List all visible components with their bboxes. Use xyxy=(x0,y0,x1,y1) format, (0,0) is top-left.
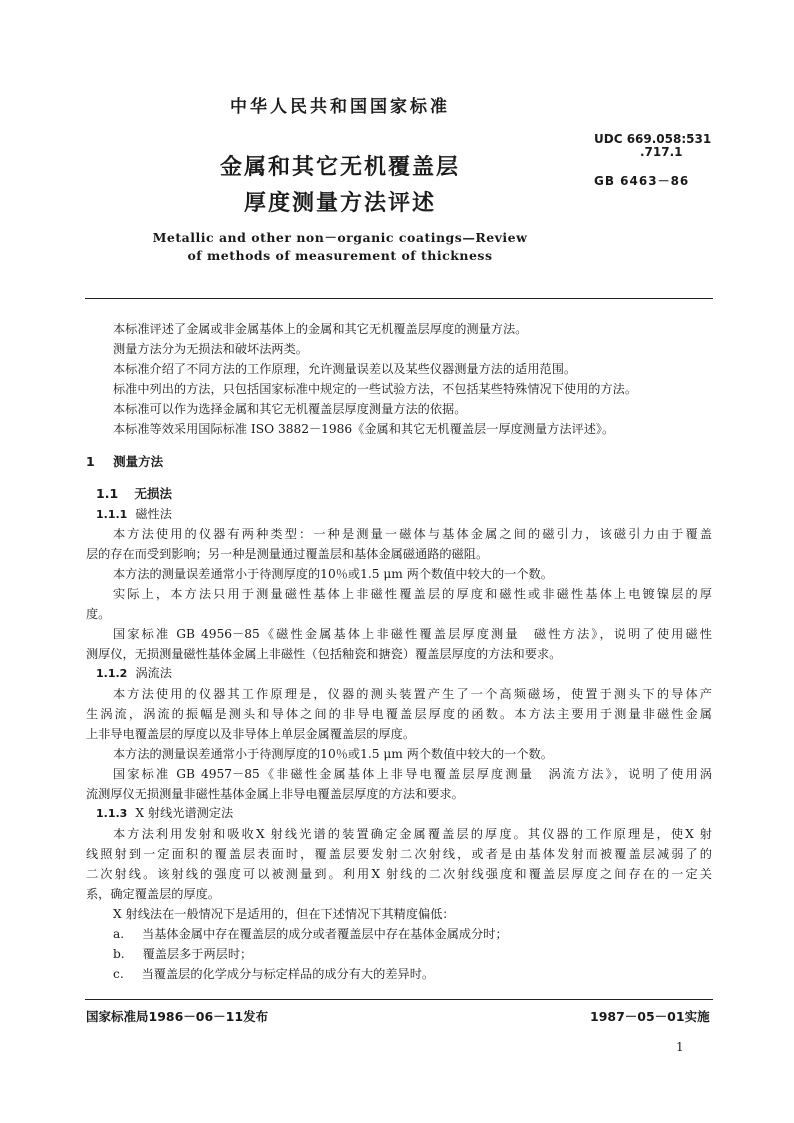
body-line: 本方法使用的仪器有两种类型：一种是测量一磁体与基体金属之间的磁引力，该磁引力由于覆盖 xyxy=(113,527,712,541)
subsection-title: 无损法 xyxy=(134,486,173,501)
document-title-line1: 金属和其它无机覆盖层 xyxy=(219,155,460,180)
body-line: 本方法利用发射和吸收X 射线光谱的装置确定金属覆盖层的厚度。其仪器的工作原理是，使X 射 xyxy=(113,827,712,841)
list-item xyxy=(113,944,252,964)
body-line: 实际上，本方法只用于测量磁性基体上非磁性覆盖层的厚度和磁性或非磁性基体上电镀镍层的厚 xyxy=(113,587,712,601)
body-line: 本方法的测量误差通常小于待测厚度的10％或1.5 μm 两个数值中较大的一个数。 xyxy=(113,747,553,761)
body-line: 测厚仪，无损测量磁性基体金属上非磁性（包括釉瓷和搪瓷）覆盖层厚度的方法和要求。 xyxy=(86,647,562,661)
english-title-line1: Metallic and other non－organic coatings—Review xyxy=(152,230,528,245)
section-heading xyxy=(86,452,163,470)
intro-paragraph: 标准中列出的方法，只包括国家标准中规定的一些试验方法，不包括某些特殊情况下使用的方法。 xyxy=(113,382,638,396)
subsection-number: 1.1 xyxy=(96,486,119,501)
body-line: 层的存在而受到影响；另一种是测量通过覆盖层和基体金属磁通路的磁阻。 xyxy=(86,547,489,561)
footer-divider xyxy=(85,999,713,1000)
list-item-text: 当基体金属中存在覆盖层的成分或者覆盖层中存在基体金属成分时； xyxy=(142,927,508,941)
body-line: 上非导电覆盖层的厚度以及非导体上单层金属覆盖层的厚度。 xyxy=(86,727,416,741)
body-line: 系，确定覆盖层的厚度。 xyxy=(86,887,221,901)
body-line: 国家标准 GB 4956－85《磁性金属基体上非磁性覆盖层厚度测量 磁性方法》，说明了使用磁性 xyxy=(113,627,712,641)
document-title-line2: 厚度测量方法评述 xyxy=(243,191,436,216)
intro-paragraph: 本标准等效采用国际标准 ISO 3882－1986《金属和其它无机覆盖层一厚度测量方法评述》。 xyxy=(113,422,615,436)
list-item xyxy=(113,964,434,984)
section-number: 1 xyxy=(86,454,95,469)
body-line: 本方法的测量误差通常小于待测厚度的10％或1.5 μm 两个数值中较大的一个数。 xyxy=(113,567,553,581)
issue-date: 国家标准局1986－06－11发布 xyxy=(86,1009,269,1024)
udc-code: UDC 669.058:531 xyxy=(594,132,712,146)
national-standard-heading: 中华人民共和国国家标准 xyxy=(230,97,450,117)
body-line: 度。 xyxy=(86,607,111,621)
body-line: 生涡流，涡流的振幅是测头和导体之间的非导电覆盖层厚度的函数。本方法主要用于测量非磁性金属 xyxy=(86,707,712,721)
header-divider xyxy=(85,298,713,299)
udc-code-continued: .717.1 xyxy=(640,145,683,159)
clause-heading xyxy=(96,804,233,821)
list-item-text: 当覆盖层的化学成分与标定样品的成分有大的差异时。 xyxy=(141,967,435,981)
english-title-line2: of methods of measurement of thickness xyxy=(187,248,493,263)
body-line: 国家标准 GB 4957－85《非磁性金属基体上非导电覆盖层厚度测量 涡流方法》，说明了使用涡 xyxy=(113,767,712,781)
body-line: X 射线法在一般情况下是适用的，但在下述情况下其精度偏低： xyxy=(113,907,455,921)
subsection-heading xyxy=(96,484,172,502)
list-marker: b. xyxy=(113,947,125,961)
page-number: 1 xyxy=(676,1040,684,1054)
clause-heading xyxy=(96,505,172,522)
clause-heading xyxy=(96,664,172,681)
list-marker: a. xyxy=(113,927,125,941)
body-line: 线照射到一定面积的覆盖层表面时，覆盖层要发射二次射线，或者是由基体发射而被覆盖层减弱了的 xyxy=(86,847,712,861)
intro-paragraph: 测量方法分为无损法和破坏法两类。 xyxy=(113,342,308,356)
intro-paragraph: 本标准介绍了不同方法的工作原理，允许测量误差以及某些仪器测量方法的适用范围。 xyxy=(113,362,577,376)
list-item xyxy=(113,924,508,944)
effective-date: 1987－05－01实施 xyxy=(590,1009,710,1024)
body-line: 二次射线。该射线的强度可以被测量到。利用X 射线的二次射线强度和覆盖层厚度之间存在的一定关 xyxy=(86,867,712,881)
body-line: 流测厚仪无损测量非磁性基体金属上非导电覆盖层厚度的方法和要求。 xyxy=(86,787,464,801)
clause-title: X 射线光谱测定法 xyxy=(135,806,234,820)
section-title: 测量方法 xyxy=(113,454,164,469)
gb-standard-code: GB 6463－86 xyxy=(594,174,690,188)
intro-paragraph: 本标准评述了金属或非金属基体上的金属和其它无机覆盖层厚度的测量方法。 xyxy=(113,322,528,336)
list-item-text: 覆盖层多于两层时； xyxy=(142,947,253,961)
clause-title: 涡流法 xyxy=(135,666,172,680)
list-marker: c. xyxy=(113,967,124,981)
clause-number: 1.1.2 xyxy=(96,667,128,680)
body-line: 本方法使用的仪器其工作原理是，仪器的测头装置产生了一个高频磁场，使置于测头下的导体产 xyxy=(113,687,712,701)
clause-title: 磁性法 xyxy=(135,507,172,521)
clause-number: 1.1.1 xyxy=(96,508,128,521)
clause-number: 1.1.3 xyxy=(96,807,128,820)
intro-paragraph: 本标准可以作为选择金属和其它无机覆盖层厚度测量方法的依据。 xyxy=(113,402,467,416)
